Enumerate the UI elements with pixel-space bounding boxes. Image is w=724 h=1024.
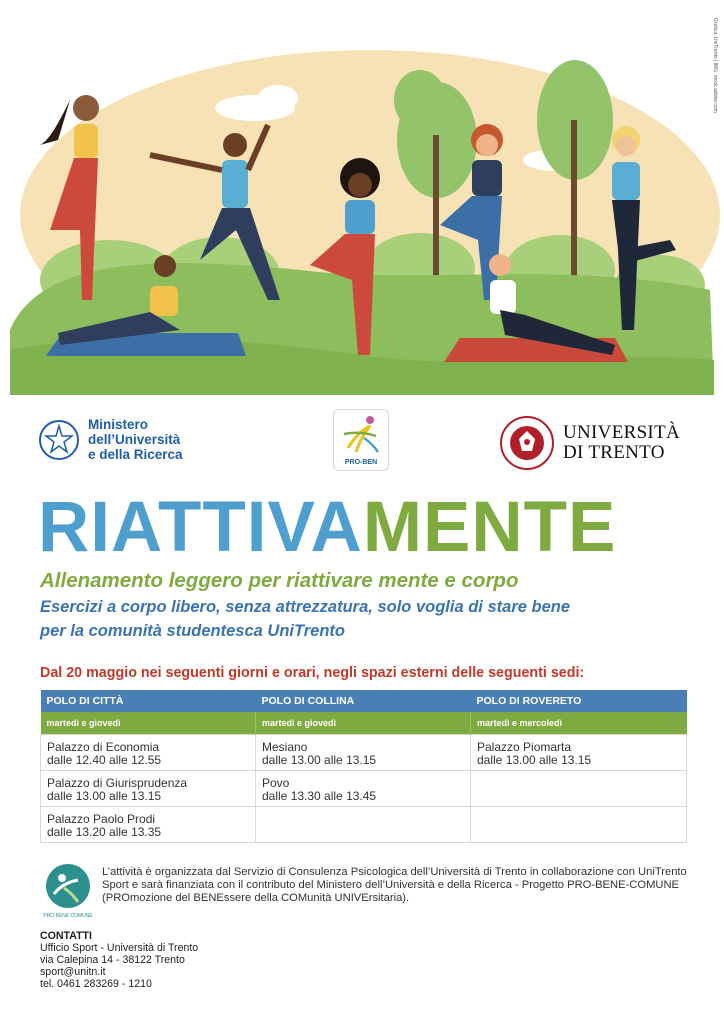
place-name: Palazzo Piomarta: [477, 739, 572, 754]
table-cell-empty: [471, 806, 687, 842]
mur-line-1: Ministero: [88, 417, 149, 432]
schedule-table: [40, 690, 687, 843]
tagline-line-2: per la comunità studentesca UniTrento: [40, 622, 346, 640]
unitn-line-2: DI TRENTO: [563, 442, 665, 463]
table-cell-empty: [256, 806, 471, 842]
contacts-phone: tel. 0461 283269 - 1210: [40, 978, 152, 990]
title-part-1: RIATTIVA: [38, 488, 363, 567]
place-name: Palazzo Paolo Prodi: [47, 811, 156, 826]
mur-logo: [38, 417, 183, 462]
mur-line-2: dell’Università: [88, 432, 181, 447]
time-range: dalle 13.00 alle 13.15: [262, 752, 377, 767]
mur-line-3: e della Ricerca: [88, 447, 183, 462]
place-name: Mesiano: [262, 739, 308, 754]
place-name: Palazzo di Giurisprudenza: [47, 775, 188, 790]
table-cell: [41, 770, 256, 806]
yoga-illustration: [0, 0, 724, 395]
days-citta: martedì e giovedì: [41, 712, 256, 734]
pro-bene-comune-label: PRO BENE COMUNE: [43, 913, 93, 919]
column-header-citta: POLO DI CITTÀ: [41, 690, 256, 712]
time-range: dalle 13.20 alle 13.35: [47, 824, 162, 839]
time-range: dalle 12.40 alle 12.55: [47, 752, 162, 767]
organization-note: L’attività è organizzata dal Servizio di Consulenza Psicologica dell’Università di Trento in collaborazione con UniTrento Sport e sarà finanziata con il contributo del Ministero dell’Università e della Ricerca - Progetto PRO-BENE-COMUNE (PROmozione del BENEssere della COMunità UNIVErsitaria).: [102, 866, 687, 904]
image-credit: Grafica: UniTrento | IMG: stock.adobe.com: [712, 18, 718, 113]
tagline-line-1: Esercizi a corpo libero, senza attrezzatura, solo voglia di stare bene: [40, 598, 571, 616]
running-figure-icon: [334, 412, 390, 456]
partner-logos: [0, 405, 724, 485]
table-cell: [471, 734, 687, 770]
contacts-block: [40, 930, 198, 990]
subtitle: Allenamento leggero per riattivare mente e corpo: [40, 569, 519, 592]
contacts-office: Ufficio Sport - Università di Trento: [40, 942, 199, 954]
table-row: [41, 734, 687, 770]
table-cell: [41, 734, 256, 770]
table-header-row: [41, 690, 687, 712]
pro-ben-logo: [333, 409, 389, 471]
time-range: dalle 13.30 alle 13.45: [262, 788, 377, 803]
table-row: [41, 806, 687, 842]
schedule-intro: Dal 20 maggio nei seguenti giorni e orari, negli spazi esterni delle seguenti sedi:: [40, 665, 585, 681]
pro-ben-label: PRO-BEN: [344, 459, 378, 466]
table-cell: [256, 770, 471, 806]
days-row: [41, 712, 687, 734]
table-row: [41, 770, 687, 806]
table-cell: [41, 806, 256, 842]
unitn-logo: [499, 415, 680, 471]
days-collina: martedì e giovedì: [256, 712, 471, 734]
place-name: Povo: [262, 775, 290, 790]
column-header-rovereto: POLO DI ROVERETO: [471, 690, 687, 712]
table-cell-empty: [471, 770, 687, 806]
pro-bene-comune-logo: [40, 862, 96, 920]
contacts-heading: CONTATTI: [40, 930, 92, 942]
contacts-address: via Calepina 14 - 38122 Trento: [40, 954, 185, 966]
contacts-email[interactable]: sport@unitn.it: [40, 966, 106, 978]
main-title: [38, 488, 617, 567]
title-part-2: MENTE: [362, 488, 617, 567]
time-range: dalle 13.00 alle 13.15: [477, 752, 592, 767]
column-header-collina: POLO DI COLLINA: [256, 690, 471, 712]
italian-republic-emblem-icon: [38, 419, 80, 461]
days-rovereto: martedì e mercoledì: [471, 712, 687, 734]
unitn-line-1: UNIVERSITÀ: [563, 422, 680, 443]
place-name: Palazzo di Economia: [47, 739, 160, 754]
university-seal-icon: [499, 415, 555, 471]
table-cell: [256, 734, 471, 770]
time-range: dalle 13.00 alle 13.15: [47, 788, 162, 803]
